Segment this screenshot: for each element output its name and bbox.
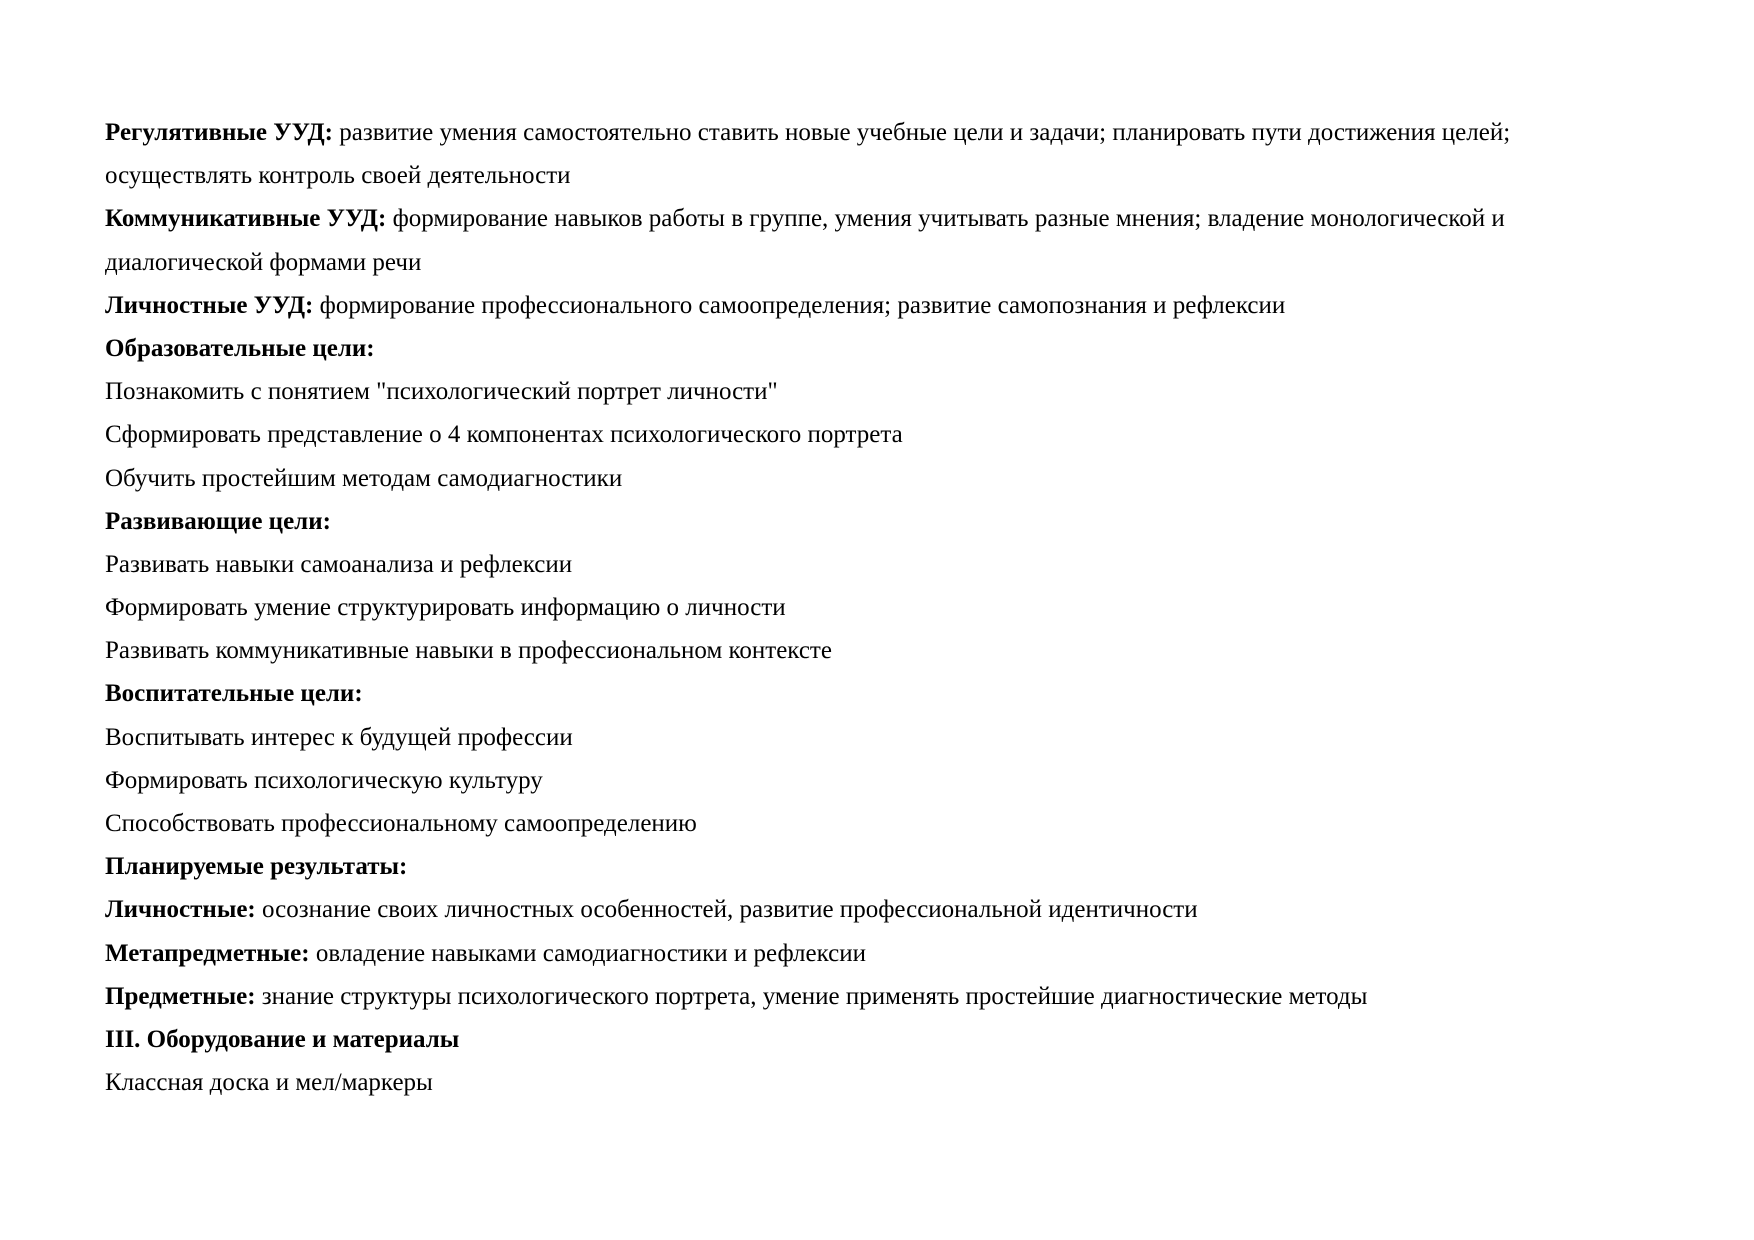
document-line xyxy=(105,241,1515,284)
document-line xyxy=(105,586,1515,629)
document-line xyxy=(105,716,1515,759)
line-bold-lead: Регулятивные УУД: xyxy=(105,119,333,146)
document-line xyxy=(105,197,1515,240)
document-line xyxy=(105,1018,1515,1061)
line-text: Классная доска и мел/маркеры xyxy=(105,1069,433,1097)
line-text: знание структуры психологического портрета, умение применять простейшие диагностические методы xyxy=(255,982,1368,1010)
line-text: формирование профессионального самоопределения; развитие самопознания и рефлексии xyxy=(313,291,1286,319)
document-line xyxy=(105,888,1515,931)
line-bold-lead: III. Оборудование и материалы xyxy=(105,1025,460,1053)
line-text: Сформировать представление о 4 компонентах психологического портрета xyxy=(105,421,903,449)
document-line xyxy=(105,370,1515,413)
line-bold-lead: Личностные: xyxy=(105,896,256,924)
document-line xyxy=(105,154,1515,197)
line-text: развитие умения самостоятельно ставить новые учебные цели и задачи; планировать пути достижения целей; xyxy=(332,119,1511,146)
line-text: диалогической формами речи xyxy=(105,248,422,276)
document-content xyxy=(105,111,1515,1104)
line-text: Формировать психологическую культуру xyxy=(105,766,543,794)
line-bold-lead: Метапредметные: xyxy=(105,939,310,967)
line-bold-lead: Планируемые результаты: xyxy=(105,853,408,881)
document-line xyxy=(105,111,1515,154)
line-bold-lead: Воспитательные цели: xyxy=(105,680,363,708)
line-text: осуществлять контроль своей деятельности xyxy=(105,162,571,190)
document-line xyxy=(105,975,1515,1018)
line-bold-lead: Развивающие цели: xyxy=(105,507,331,535)
document-line xyxy=(105,500,1515,543)
line-text: осознание своих личностных особенностей, развитие профессиональной идентичности xyxy=(255,896,1198,924)
line-text: овладение навыками самодиагностики и рефлексии xyxy=(309,939,866,967)
document-line xyxy=(105,845,1515,888)
document-line xyxy=(105,284,1515,327)
document-line xyxy=(105,759,1515,802)
line-bold-lead: Предметные: xyxy=(105,982,256,1010)
line-text: Познакомить с понятием "психологический портрет личности" xyxy=(105,378,778,406)
line-text: Развивать навыки самоанализа и рефлексии xyxy=(105,550,573,578)
document-line xyxy=(105,672,1515,715)
line-text: Формировать умение структурировать информацию о личности xyxy=(105,594,786,622)
document-line xyxy=(105,457,1515,500)
line-text: Способствовать профессиональному самоопределению xyxy=(105,810,697,837)
document-line xyxy=(105,1061,1515,1104)
document-line xyxy=(105,327,1515,370)
document-line xyxy=(105,932,1515,975)
line-bold-lead: Образовательные цели: xyxy=(105,334,375,362)
line-text: формирование навыков работы в группе, умения учитывать разные мнения; владение монологической и xyxy=(386,205,1505,233)
line-text: Воспитывать интерес к будущей профессии xyxy=(105,723,573,751)
line-text: Обучить простейшим методам самодиагностики xyxy=(105,464,623,492)
line-bold-lead: Коммуникативные УУД: xyxy=(105,205,387,233)
document-line xyxy=(105,413,1515,456)
line-bold-lead: Личностные УУД: xyxy=(105,291,314,319)
line-text: Развивать коммуникативные навыки в профессиональном контексте xyxy=(105,637,832,665)
document-line xyxy=(105,543,1515,586)
document-line xyxy=(105,629,1515,672)
document-line xyxy=(105,802,1515,845)
